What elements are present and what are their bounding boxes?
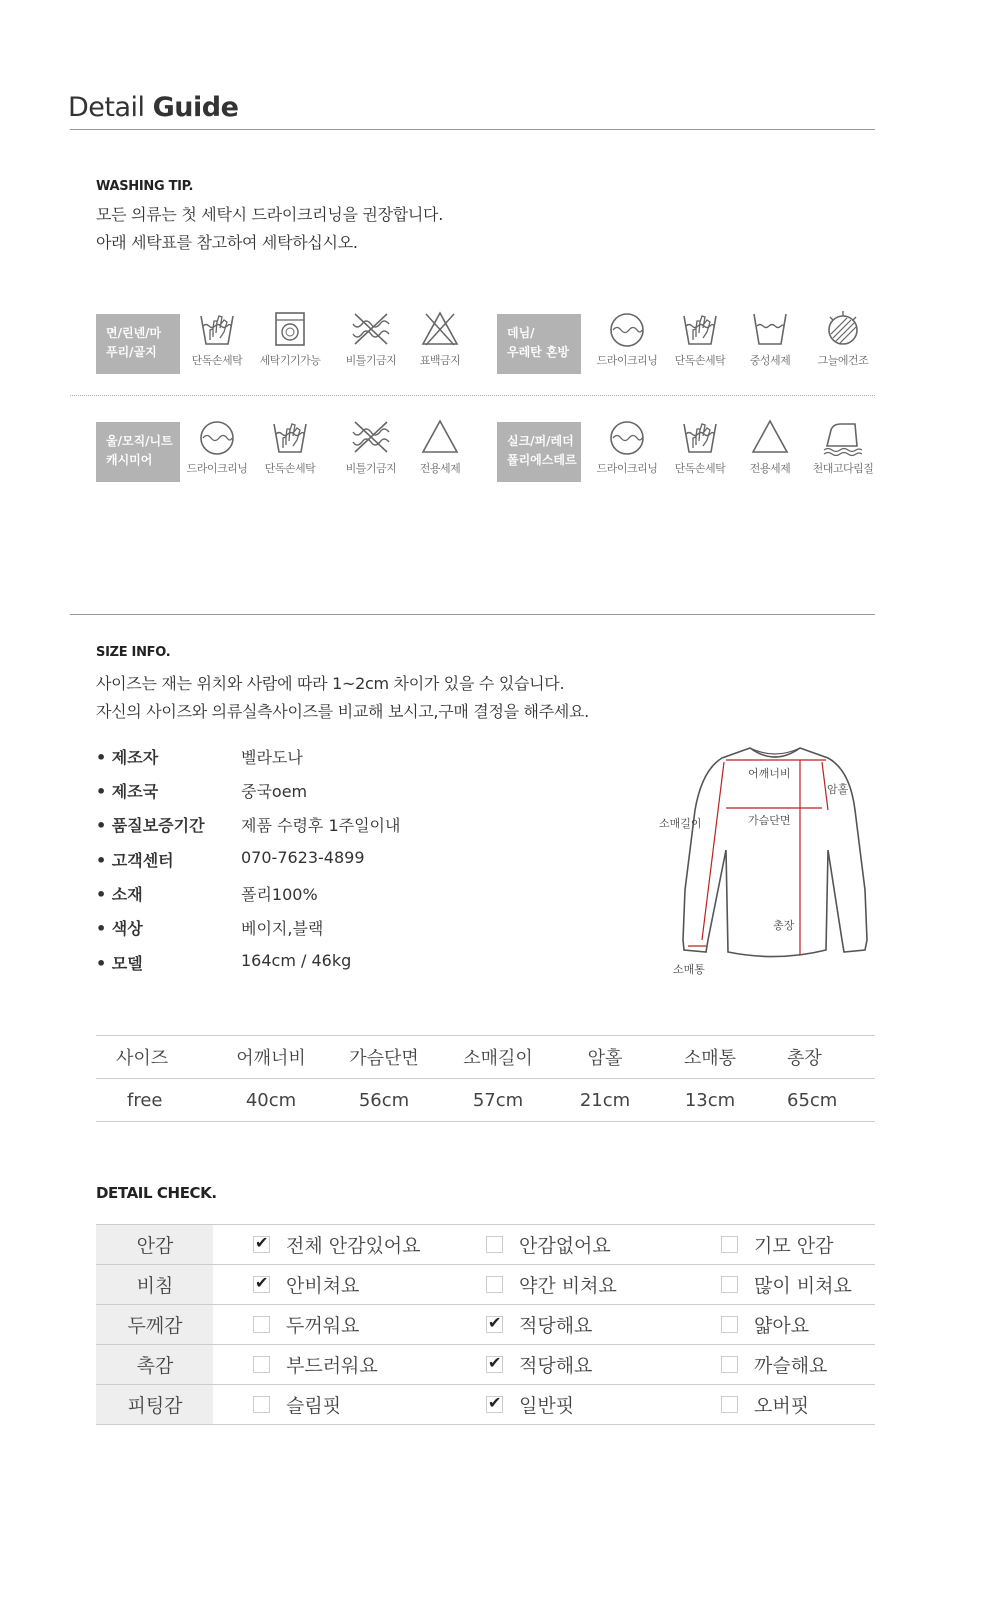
checkbox-checked[interactable] bbox=[486, 1356, 503, 1373]
wash-category-denim bbox=[497, 314, 581, 374]
size-info-label: SIZE INFO. bbox=[96, 645, 171, 660]
wash-caption: 중성세제 bbox=[749, 354, 791, 367]
wash-divider bbox=[70, 395, 875, 396]
detail-row bbox=[96, 1305, 875, 1345]
wash-category-line2: 폴리에스테르 bbox=[507, 453, 577, 467]
info-key: • 색상 bbox=[96, 919, 143, 938]
wash-item bbox=[587, 310, 667, 368]
wash-caption: 단독손세탁 bbox=[264, 462, 316, 475]
detail-check-label: DETAIL CHECK. bbox=[96, 1184, 217, 1202]
option-label: 적당해요 bbox=[519, 1355, 593, 1377]
dry-clean-icon bbox=[197, 418, 237, 456]
detail-row bbox=[96, 1225, 875, 1265]
diagram-label-sleeve-length: 소매길이 bbox=[659, 817, 702, 830]
size-header: 사이즈 bbox=[96, 1036, 213, 1079]
wash-item bbox=[730, 310, 810, 368]
detail-option[interactable] bbox=[486, 1311, 716, 1338]
detail-row bbox=[96, 1385, 875, 1425]
diagram-label-cuff: 소매통 bbox=[673, 963, 705, 976]
diagram-label-armhole: 암홀 bbox=[827, 783, 849, 796]
checkbox-checked[interactable] bbox=[486, 1396, 503, 1413]
info-value: 제품 수령후 1주일이내 bbox=[241, 816, 401, 835]
option-label: 슬림핏 bbox=[286, 1395, 342, 1417]
checkbox[interactable] bbox=[721, 1236, 738, 1253]
no-wring-icon bbox=[350, 310, 392, 348]
detail-option[interactable] bbox=[253, 1231, 481, 1258]
info-key: • 제조국 bbox=[96, 782, 159, 801]
option-label: 오버핏 bbox=[754, 1395, 810, 1417]
hand-wash-icon bbox=[270, 418, 310, 456]
washing-tip-label: WASHING TIP. bbox=[96, 179, 194, 194]
wash-item bbox=[250, 310, 330, 368]
size-cell: 40cm bbox=[213, 1079, 329, 1122]
detail-row bbox=[96, 1265, 875, 1305]
size-header: 어깨너비 bbox=[213, 1036, 329, 1079]
no-bleach-icon bbox=[420, 310, 460, 348]
wash-category-cotton bbox=[96, 314, 180, 374]
checkbox-checked[interactable] bbox=[253, 1276, 270, 1293]
wash-caption: 단독손세탁 bbox=[674, 462, 726, 475]
info-key: • 모델 bbox=[96, 954, 143, 973]
size-cell: 13cm bbox=[653, 1079, 767, 1122]
wash-item bbox=[250, 418, 330, 476]
wash-item bbox=[803, 310, 883, 368]
checkbox[interactable] bbox=[721, 1316, 738, 1333]
info-value: 070-7623-4899 bbox=[241, 848, 365, 867]
size-table-header bbox=[96, 1036, 875, 1079]
washing-machine-icon bbox=[270, 310, 310, 348]
info-value: 폴리100% bbox=[241, 885, 318, 904]
size-table-row bbox=[96, 1079, 875, 1122]
wash-category-line1: 실크/퍼/레더 bbox=[507, 434, 574, 448]
detail-option[interactable] bbox=[721, 1351, 874, 1378]
checkbox[interactable] bbox=[721, 1276, 738, 1293]
wash-category-line2: 푸리/골지 bbox=[106, 345, 157, 359]
hand-wash-icon bbox=[680, 310, 720, 348]
wash-caption: 단독손세탁 bbox=[191, 354, 243, 367]
detail-row-heading: 비침 bbox=[96, 1265, 213, 1305]
diagram-label-chest: 가슴단면 bbox=[748, 814, 791, 827]
checkbox[interactable] bbox=[253, 1316, 270, 1333]
wash-item bbox=[587, 418, 667, 476]
detail-option[interactable] bbox=[721, 1271, 874, 1298]
wash-item bbox=[660, 418, 740, 476]
detail-option[interactable] bbox=[486, 1231, 716, 1258]
info-value: 벨라도나 bbox=[241, 748, 303, 767]
option-label: 안비쳐요 bbox=[286, 1275, 360, 1297]
wash-item bbox=[400, 310, 480, 368]
wash-category-line2: 캐시미어 bbox=[106, 453, 153, 467]
detail-row-heading: 두께감 bbox=[96, 1305, 213, 1345]
wash-category-line1: 울/모직/니트 bbox=[106, 434, 173, 448]
detail-row-heading: 안감 bbox=[96, 1225, 213, 1265]
wash-item bbox=[331, 310, 411, 368]
wash-caption: 비틀기금지 bbox=[345, 462, 397, 475]
size-table bbox=[96, 1035, 875, 1122]
checkbox[interactable] bbox=[253, 1356, 270, 1373]
detail-option[interactable] bbox=[253, 1311, 481, 1338]
detail-option[interactable] bbox=[486, 1391, 716, 1418]
info-key: • 제조자 bbox=[96, 748, 159, 767]
wash-caption: 천대고다림질 bbox=[812, 462, 874, 475]
size-cell: free bbox=[96, 1079, 213, 1122]
hand-wash-icon bbox=[680, 418, 720, 456]
wash-caption: 전용세제 bbox=[749, 462, 791, 475]
title-light: Detail bbox=[68, 92, 145, 123]
size-header: 총장 bbox=[767, 1036, 875, 1079]
option-label: 전체 안감있어요 bbox=[286, 1235, 421, 1257]
size-cell: 57cm bbox=[439, 1079, 557, 1122]
size-cell: 21cm bbox=[557, 1079, 653, 1122]
checkbox[interactable] bbox=[486, 1236, 503, 1253]
option-label: 일반핏 bbox=[519, 1395, 575, 1417]
info-key: • 소재 bbox=[96, 885, 143, 904]
checkbox[interactable] bbox=[486, 1276, 503, 1293]
wash-category-silk bbox=[497, 422, 581, 482]
wash-item bbox=[730, 418, 810, 476]
size-header: 소매길이 bbox=[439, 1036, 557, 1079]
wash-item bbox=[177, 310, 257, 368]
detail-option[interactable] bbox=[486, 1271, 716, 1298]
size-cell: 56cm bbox=[329, 1079, 439, 1122]
washing-tip-line1: 모든 의류는 첫 세탁시 드라이크리닝을 권장합니다. bbox=[96, 205, 443, 224]
option-label: 약간 비쳐요 bbox=[519, 1275, 617, 1297]
detail-option[interactable] bbox=[721, 1391, 874, 1418]
wash-item bbox=[803, 418, 883, 476]
size-info-line1: 사이즈는 재는 위치와 사람에 따라 1~2cm 차이가 있을 수 있습니다. bbox=[96, 674, 565, 693]
wash-caption: 비틀기금지 bbox=[345, 354, 397, 367]
wash-caption: 표백금지 bbox=[419, 354, 461, 367]
neutral-detergent-icon bbox=[750, 310, 790, 348]
shade-dry-icon bbox=[823, 310, 863, 348]
checkbox[interactable] bbox=[721, 1356, 738, 1373]
size-info-text bbox=[96, 670, 589, 726]
size-info-line2: 자신의 사이즈와 의류실측사이즈를 비교해 보시고,구매 결정을 해주세요. bbox=[96, 702, 589, 721]
wash-caption: 단독손세탁 bbox=[674, 354, 726, 367]
checkbox[interactable] bbox=[253, 1396, 270, 1413]
diagram-label-length: 총장 bbox=[773, 919, 795, 932]
info-key: • 고객센터 bbox=[96, 851, 174, 870]
option-label: 많이 비쳐요 bbox=[754, 1275, 852, 1297]
option-label: 적당해요 bbox=[519, 1315, 593, 1337]
info-value: 베이지,블랙 bbox=[241, 919, 324, 938]
detail-check-table bbox=[96, 1224, 875, 1425]
option-label: 기모 안감 bbox=[754, 1235, 834, 1257]
wash-caption: 드라이크리닝 bbox=[186, 462, 248, 475]
diagram-label-shoulder: 어깨너비 bbox=[748, 767, 791, 780]
no-wring-icon bbox=[350, 418, 392, 456]
wash-category-wool bbox=[96, 422, 180, 482]
detail-option[interactable] bbox=[721, 1311, 874, 1338]
detail-option[interactable] bbox=[721, 1231, 874, 1258]
option-label: 얇아요 bbox=[754, 1315, 810, 1337]
checkbox[interactable] bbox=[721, 1396, 738, 1413]
detail-option[interactable] bbox=[253, 1351, 481, 1378]
size-header: 암홀 bbox=[557, 1036, 653, 1079]
special-detergent-icon bbox=[750, 418, 790, 456]
wash-category-line2: 우레탄 혼방 bbox=[507, 345, 570, 359]
dry-clean-icon bbox=[607, 418, 647, 456]
wash-caption: 그늘에건조 bbox=[817, 354, 869, 367]
title-divider bbox=[70, 129, 875, 130]
option-label: 두꺼워요 bbox=[286, 1315, 360, 1337]
wash-item bbox=[177, 418, 257, 476]
wash-caption: 드라이크리닝 bbox=[596, 462, 658, 475]
detail-option[interactable] bbox=[253, 1271, 481, 1298]
wash-item bbox=[400, 418, 480, 476]
washing-tip-line2: 아래 세탁표를 참고하여 세탁하십시오. bbox=[96, 233, 358, 252]
wash-item bbox=[331, 418, 411, 476]
iron-cloth-icon bbox=[821, 418, 865, 456]
detail-row-heading: 촉감 bbox=[96, 1345, 213, 1385]
wash-caption: 전용세제 bbox=[419, 462, 461, 475]
size-header: 소매통 bbox=[653, 1036, 767, 1079]
detail-row-heading: 피팅감 bbox=[96, 1385, 213, 1425]
option-label: 부드러워요 bbox=[286, 1355, 378, 1377]
detail-option[interactable] bbox=[253, 1391, 481, 1418]
wash-caption: 드라이크리닝 bbox=[596, 354, 658, 367]
special-detergent-icon bbox=[420, 418, 460, 456]
size-divider bbox=[70, 614, 875, 615]
wash-item bbox=[660, 310, 740, 368]
option-label: 까슬해요 bbox=[754, 1355, 828, 1377]
checkbox-checked[interactable] bbox=[253, 1236, 270, 1253]
wash-category-line1: 데님/ bbox=[507, 326, 535, 340]
size-cell: 65cm bbox=[767, 1079, 875, 1122]
info-key: • 품질보증기간 bbox=[96, 816, 205, 835]
detail-row bbox=[96, 1345, 875, 1385]
hand-wash-icon bbox=[197, 310, 237, 348]
option-label: 안감없어요 bbox=[519, 1235, 611, 1257]
wash-category-line1: 면/린넨/마 bbox=[106, 326, 162, 340]
title-bold: Guide bbox=[152, 92, 239, 123]
dry-clean-icon bbox=[607, 310, 647, 348]
page-title bbox=[68, 92, 238, 123]
info-value: 중국oem bbox=[241, 782, 308, 801]
size-header: 가슴단면 bbox=[329, 1036, 439, 1079]
info-value: 164cm / 46kg bbox=[241, 951, 352, 970]
checkbox-checked[interactable] bbox=[486, 1316, 503, 1333]
washing-tip-text bbox=[96, 201, 443, 257]
detail-option[interactable] bbox=[486, 1351, 716, 1378]
wash-caption: 세탁기기가능 bbox=[259, 354, 321, 367]
